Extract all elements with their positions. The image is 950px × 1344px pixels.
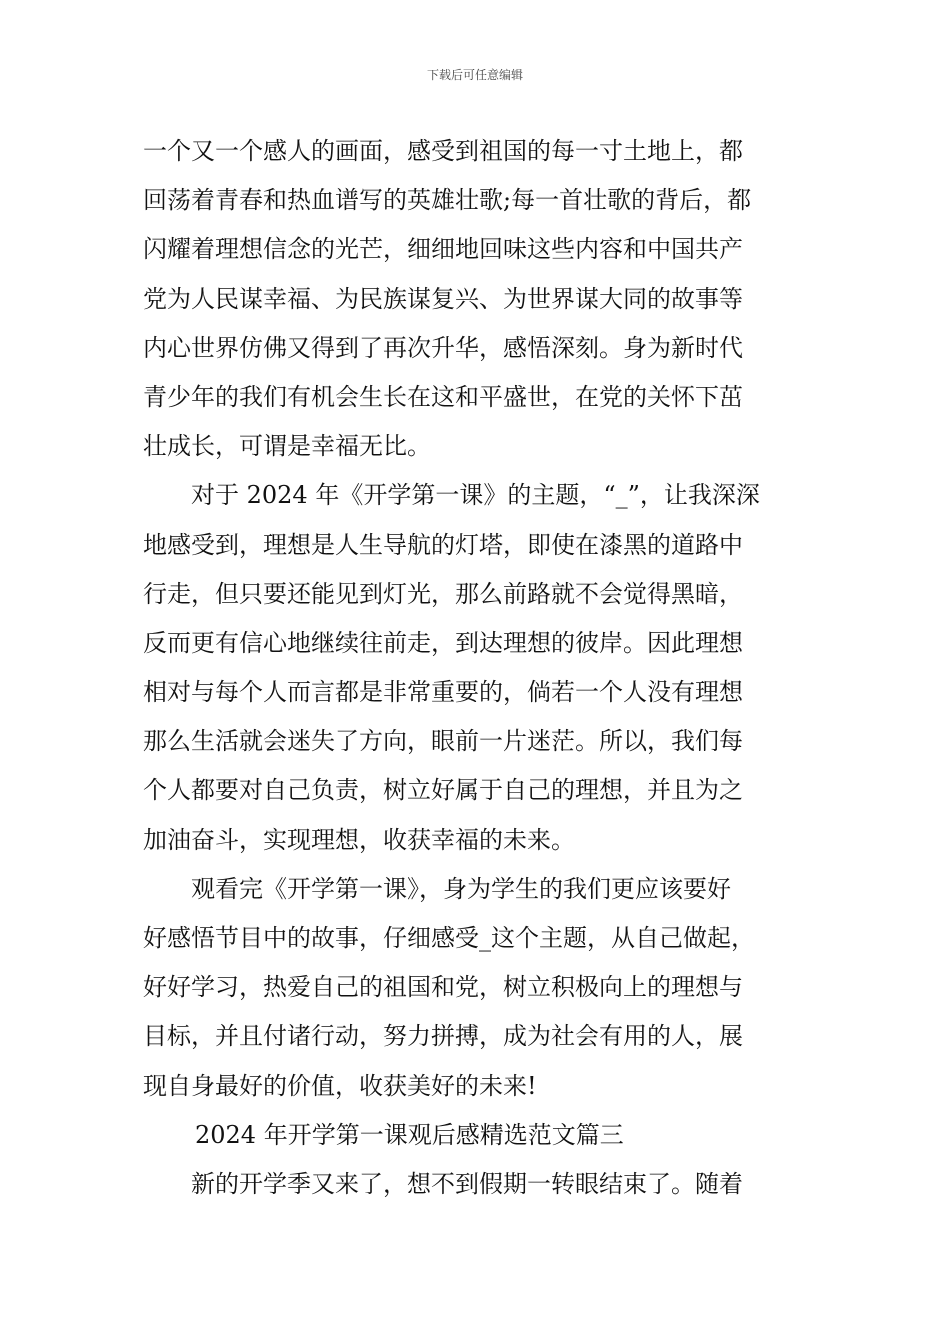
page-header: 下载后可任意编辑 bbox=[426, 68, 523, 82]
text-line: 闪耀着理想信念的光芒，细细地回味这些内容和中国共产 bbox=[143, 235, 743, 264]
paragraph-start-line: 观看完《开学第一课》，身为学生的我们更应该要好 bbox=[191, 874, 731, 903]
text-line: 回荡着青春和热血谱写的英雄壮歌;每一首壮歌的背后，都 bbox=[143, 186, 752, 215]
text-line: 一个又一个感人的画面，感受到祖国的每一寸土地上，都 bbox=[143, 137, 743, 165]
text-line: 加油奋斗，实现理想，收获幸福的未来。 bbox=[143, 825, 575, 854]
text-line: 壮成长，可谓是幸福无比。 bbox=[143, 432, 431, 461]
text-line: 地感受到，理想是人生导航的灯塔，即使在漆黑的道路中 bbox=[143, 530, 743, 559]
text-line: 党为人民谋幸福、为民族谋复兴、为世界谋大同的故事等 bbox=[143, 284, 743, 313]
paragraph-start-line: 对于 2024 年《开学第一课》的主题，“_”，让我深深 bbox=[191, 481, 760, 510]
paragraph-start-line: 新的开学季又来了，想不到假期一转眼结束了。随着 bbox=[191, 1169, 743, 1198]
text-line: 相对与每个人而言都是非常重要的，倘若一个人没有理想 bbox=[143, 678, 743, 707]
text-line: 好感悟节目中的故事，仔细感受_这个主题，从自己做起， bbox=[143, 924, 755, 952]
text-line: 好好学习，热爱自己的祖国和党，树立积极向上的理想与 bbox=[143, 973, 743, 1002]
text-line: 目标，并且付诸行动，努力拼搏，成为社会有用的人，展 bbox=[143, 1022, 743, 1051]
text-line: 反而更有信心地继续往前走，到达理想的彼岸。因此理想 bbox=[143, 628, 743, 657]
text-line: 个人都要对自己负责，树立好属于自己的理想，并且为之 bbox=[143, 776, 743, 805]
text-line: 内心世界仿佛又得到了再次升华，感悟深刻。身为新时代 bbox=[143, 333, 743, 362]
text-line: 行走，但只要还能见到灯光，那么前路就不会觉得黑暗， bbox=[143, 579, 743, 608]
document-body bbox=[143, 127, 808, 1209]
text-line: 那么生活就会迷失了方向，眼前一片迷茫。所以，我们每 bbox=[143, 727, 743, 756]
section-heading: 2024 年开学第一课观后感精选范文篇三 bbox=[195, 1120, 624, 1149]
text-line: 青少年的我们有机会生长在这和平盛世，在党的关怀下茁 bbox=[143, 382, 743, 411]
text-line: 现自身最好的价值，收获美好的未来! bbox=[143, 1071, 537, 1100]
